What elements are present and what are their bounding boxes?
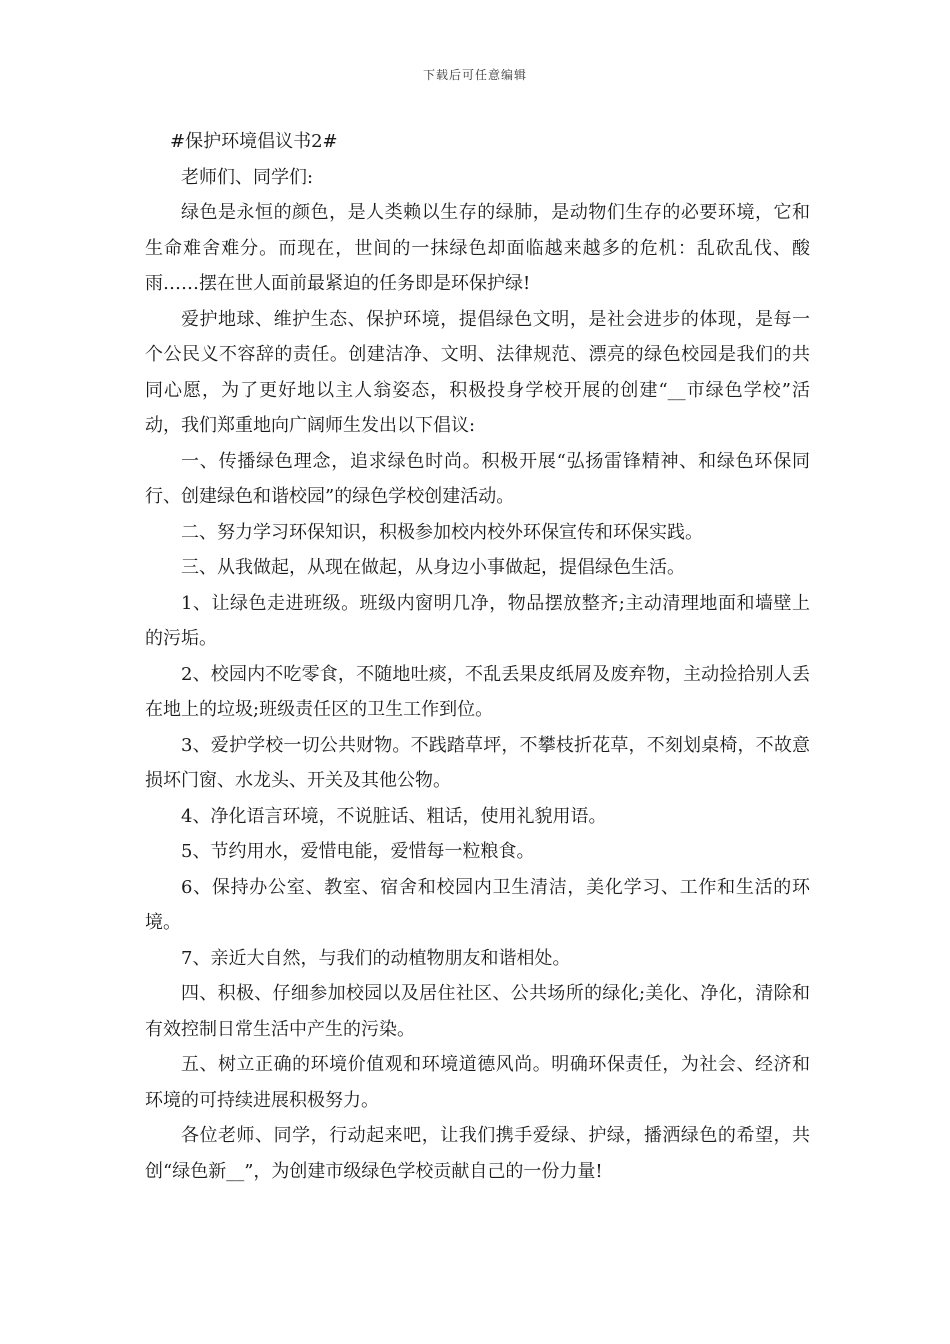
proposal-item: 四、积极、仔细参加校园以及居住社区、公共场所的绿化;美化、净化，清除和有效控制日常生活中产生的污染。 — [145, 983, 810, 1040]
proposal-item: 二、努力学习环保知识，积极参加校内校外环保宣传和环保实践。 — [181, 521, 703, 543]
paragraph: 绿色是永恒的颜色，是人类赖以生存的绿肺，是动物们生存的必要环境，它和生命难舍难分。而现在，世间的一抹绿色却面临越来越多的危机：乱砍乱伐、酸雨……摆在世人面前最紧迫的任务即是环保护绿! — [145, 202, 810, 294]
sub-item: 6、保持办公室、教室、宿舍和校园内卫生清洁，美化学习、工作和生活的环境。 — [145, 876, 810, 933]
sub-item: 3、爱护学校一切公共财物。不践踏草坪，不攀枝折花草，不刻划桌椅，不故意损坏门窗、水龙头、开关及其他公物。 — [145, 734, 810, 791]
paragraph: 爱护地球、维护生态、保护环境，提倡绿色文明，是社会进步的体现，是每一个公民义不容辞的责任。创建洁净、文明、法律规范、漂亮的绿色校园是我们的共同心愿，为了更好地以主人翁姿态，积极投身学校开展的创建“__市绿色学校”活动，我们郑重地向广阔师生发出以下倡议: — [145, 308, 810, 436]
page-header-note: 下载后可任意编辑 — [422, 68, 527, 82]
sub-item: 1、让绿色走进班级。班级内窗明几净，物品摆放整齐;主动清理地面和墙壁上的污垢。 — [145, 592, 810, 649]
sub-item: 7、亲近大自然，与我们的动植物朋友和谐相处。 — [181, 947, 571, 969]
sub-item: 2、校园内不吃零食，不随地吐痰，不乱丢果皮纸屑及废弃物，主动捡拾别人丢在地上的垃圾;班级责任区的卫生工作到位。 — [145, 663, 810, 720]
sub-item: 4、净化语言环境，不说脏话、粗话，使用礼貌用语。 — [181, 805, 607, 827]
document-body — [145, 124, 810, 1189]
sub-item: 5、节约用水，爱惜电能，爱惜每一粒粮食。 — [181, 841, 535, 862]
proposal-item: 三、从我做起，从现在做起，从身边小事做起，提倡绿色生活。 — [181, 557, 685, 578]
proposal-item: 五、树立正确的环境价值观和环境道德风尚。明确环保责任，为社会、经济和环境的可持续进展积极努力。 — [145, 1054, 810, 1111]
document-title: #保护环境倡议书2# — [170, 131, 338, 152]
proposal-item: 一、传播绿色理念，追求绿色时尚。积极开展“弘扬雷锋精神、和绿色环保同行、创建绿色和谐校园”的绿色学校创建活动。 — [145, 450, 810, 507]
salutation: 老师们、同学们: — [181, 166, 314, 188]
closing-paragraph: 各位老师、同学，行动起来吧，让我们携手爱绿、护绿，播洒绿色的希望，共创“绿色新__”，为创建市级绿色学校贡献自己的一份力量! — [145, 1125, 810, 1182]
